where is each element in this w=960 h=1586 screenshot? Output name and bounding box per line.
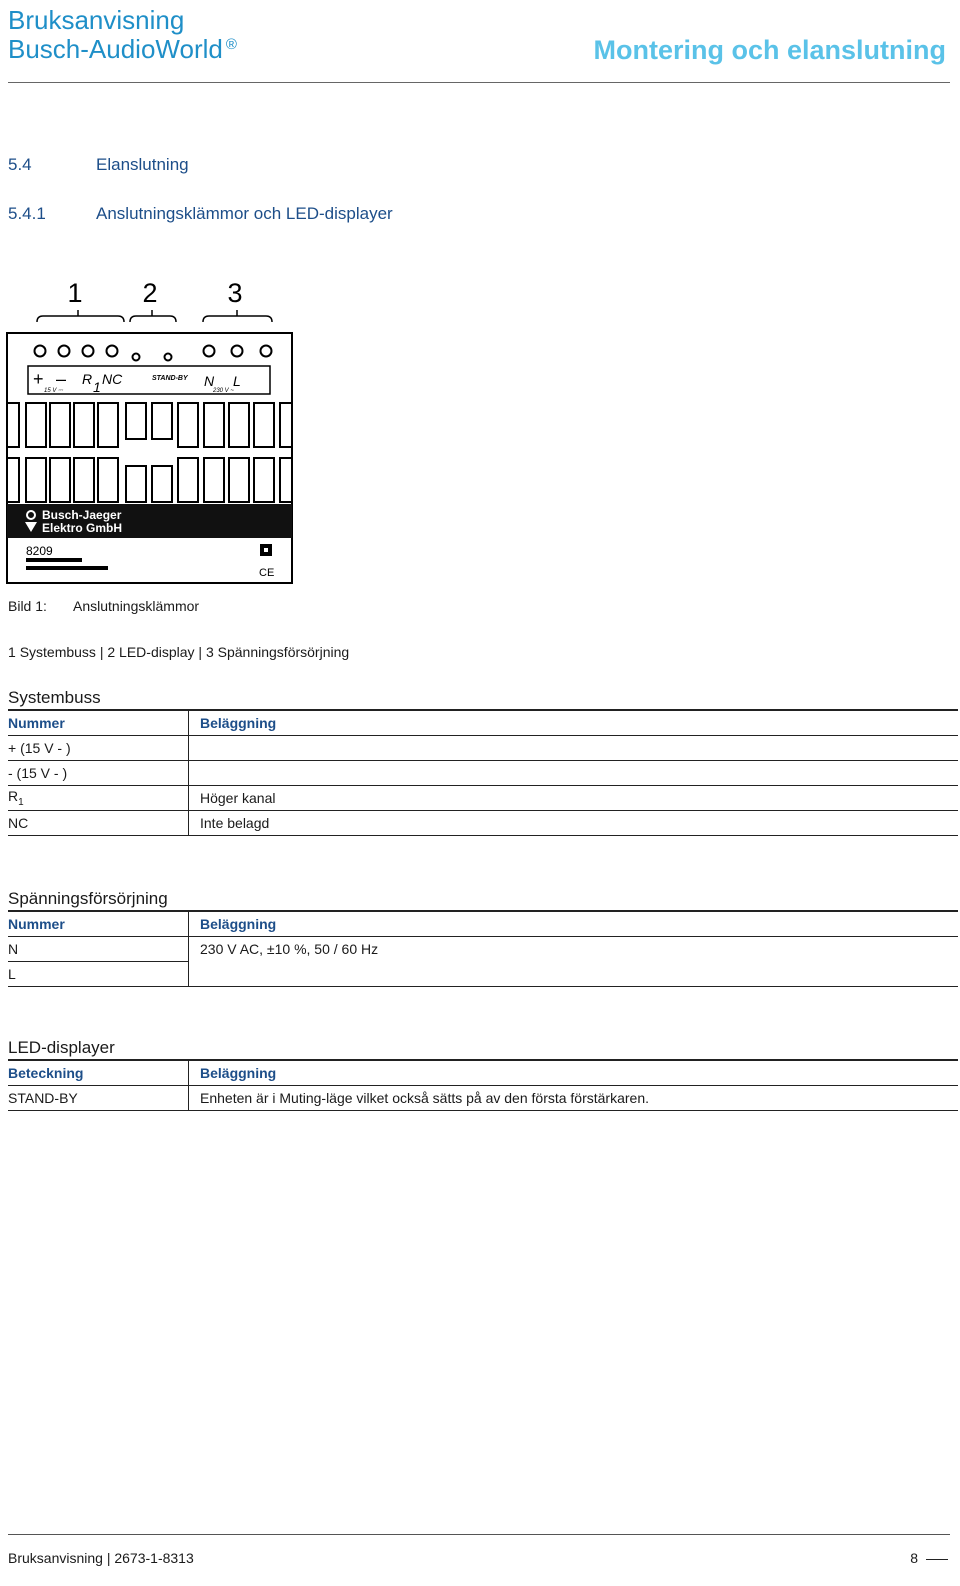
document-title: Bruksanvisning <box>8 5 185 35</box>
callout-1: 1 <box>67 278 83 308</box>
systembuss-table-title: Systembuss <box>8 688 101 707</box>
label-l: L <box>233 373 241 389</box>
ce-mark-icon: CE <box>259 567 275 579</box>
model-number: 8209 <box>26 544 53 558</box>
page-number: 8 <box>910 1550 948 1566</box>
table-cell: $R_1$ <box>8 786 189 811</box>
column-header: Beläggning <box>189 710 959 736</box>
label-r: R <box>82 371 93 387</box>
footer-divider <box>8 1534 950 1535</box>
brand-line-1: Busch-Jaeger <box>42 508 122 522</box>
label-plus: + <box>33 369 44 389</box>
column-header: Nummer <box>8 911 189 937</box>
registered-mark: ® <box>225 36 237 53</box>
table-header-row <box>8 911 958 937</box>
legend-item: 2 LED-display <box>107 644 195 660</box>
table-header-row <box>8 710 958 736</box>
table-row <box>8 736 958 761</box>
table-row <box>8 1086 958 1111</box>
table-cell: N <box>8 937 189 962</box>
callout-3: 3 <box>227 278 243 308</box>
figure-caption-text: Anslutningsklämmor <box>73 598 200 614</box>
terminal-diagram <box>0 270 300 590</box>
label-standby: STAND-BY <box>152 375 188 382</box>
label-n: N <box>204 373 215 389</box>
legend-item: 3 Spänningsförsörjning <box>205 644 350 660</box>
brand-line-2: Elektro GmbH <box>42 521 123 535</box>
systembuss-table <box>8 709 958 836</box>
label-nc: NC <box>102 371 123 387</box>
figure-legend <box>8 644 349 660</box>
table-row <box>8 761 958 786</box>
section-number: 5.4 <box>8 155 32 174</box>
legend-separator: | <box>198 644 206 660</box>
table-row <box>8 811 958 836</box>
legend-item: 1 Systembuss <box>8 644 96 660</box>
label-r-sub: 1 <box>93 379 101 395</box>
column-header: Beteckning <box>8 1060 189 1086</box>
table-row <box>8 786 958 811</box>
label-minus: – <box>56 369 67 389</box>
rating-fineprint <box>26 566 108 570</box>
table-header-row <box>8 1060 958 1086</box>
legend-separator: | <box>99 644 108 660</box>
table-cell: 230 V AC, ±10 %, 50 / 60 Hz <box>189 937 959 987</box>
column-header: Beläggning <box>189 911 959 937</box>
table-cell <box>189 761 959 786</box>
table-cell <box>189 736 959 761</box>
table-cell: Inte belagd <box>189 811 959 836</box>
led-table <box>8 1059 958 1111</box>
callout-brackets <box>37 310 272 322</box>
footer-document-id: Bruksanvisning | 2673-1-8313 <box>8 1550 194 1566</box>
table-cell: Enheten är i Muting-läge vilket också sätts på av den första förstärkaren. <box>189 1086 959 1111</box>
label-230v: 230 V ~ <box>213 388 234 394</box>
table-cell: L <box>8 962 189 987</box>
subsection-number: 5.4.1 <box>8 204 46 223</box>
table-cell: Höger kanal <box>189 786 959 811</box>
model-fineprint <box>26 558 82 562</box>
chapter-heading: Montering och elanslutning <box>593 35 946 65</box>
label-15v: 15 V ⎓ <box>44 388 63 394</box>
table-row <box>8 937 958 962</box>
table-cell: NC <box>8 811 189 836</box>
led-table-title: LED-displayer <box>8 1038 115 1057</box>
section-title: Elanslutning <box>96 155 189 174</box>
subsection-title: Anslutningsklämmor och LED-displayer <box>96 204 393 223</box>
table-cell: - (15 V - ) <box>8 761 189 786</box>
spanning-table <box>8 910 958 987</box>
callout-2: 2 <box>142 278 158 308</box>
table-cell: STAND-BY <box>8 1086 189 1111</box>
header-divider <box>8 82 950 83</box>
column-header: Nummer <box>8 710 189 736</box>
spanning-table-title: Spänningsförsörjning <box>8 889 168 908</box>
figure-caption-label: Bild 1: <box>8 598 47 614</box>
table-cell: + (15 V - ) <box>8 736 189 761</box>
column-header: Beläggning <box>189 1060 959 1086</box>
product-name: Busch-AudioWorld ® <box>8 34 237 64</box>
